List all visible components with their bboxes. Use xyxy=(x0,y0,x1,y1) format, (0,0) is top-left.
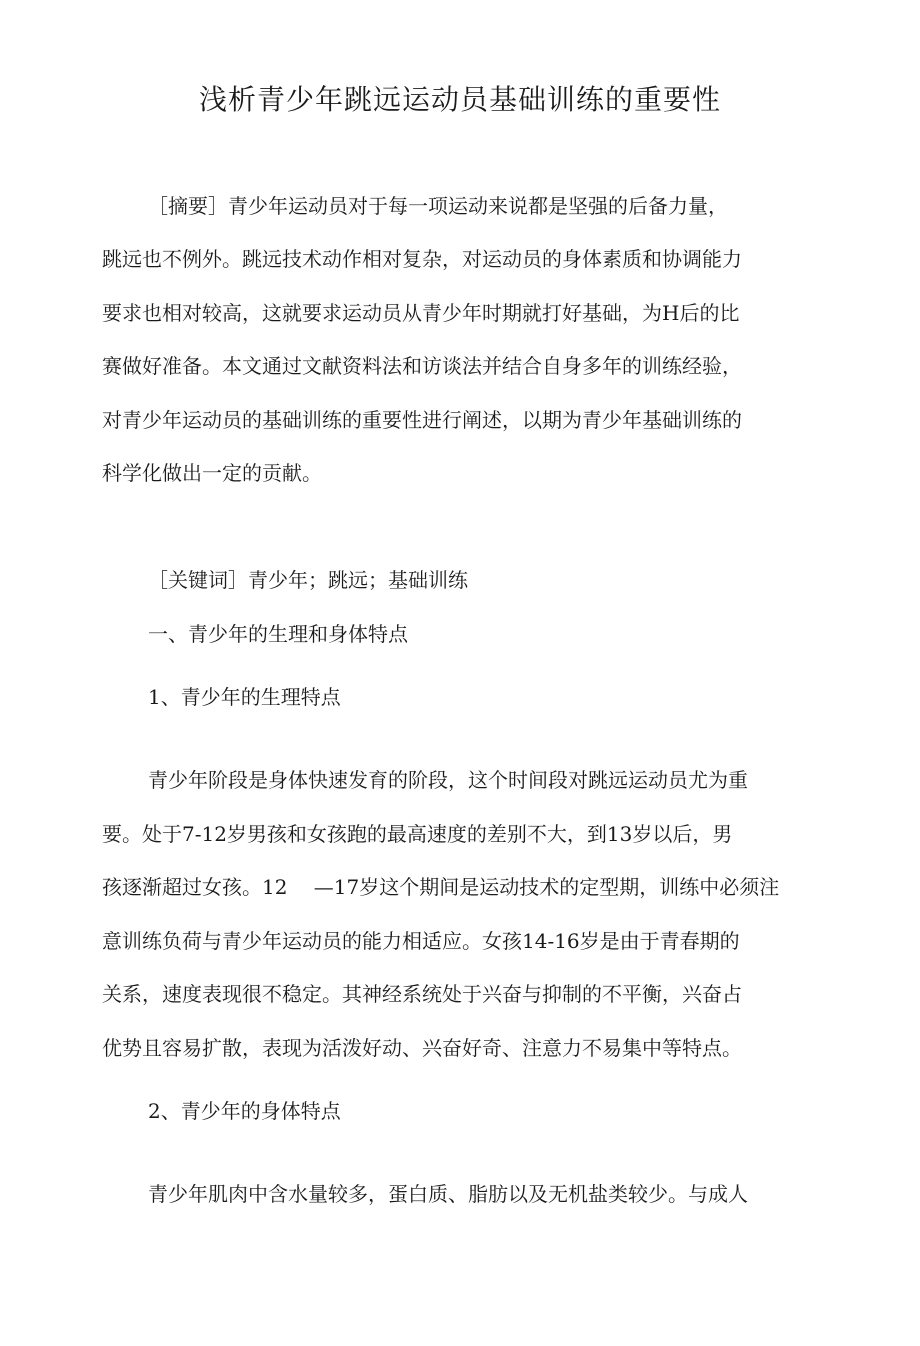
paragraph-line: 意训练负荷与青少年运动员的能力相适应。女孩14-16岁是由于青春期的 xyxy=(102,929,740,953)
paragraph-line: 优势且容易扩散，表现为活泼好动、兴奋好奇、注意力不易集中等特点。 xyxy=(102,1036,742,1060)
section-heading: 一、青少年的生理和身体特点 xyxy=(148,622,408,646)
paragraph-line: 关系，速度表现很不稳定。其神经系统处于兴奋与抑制的不平衡，兴奋占 xyxy=(102,982,742,1006)
abstract-line: 科学化做出一定的贡献。 xyxy=(102,461,322,485)
paragraph-line: 要。处于7-12岁男孩和女孩跑的最高速度的差别不大，到13岁以后，男 xyxy=(102,822,733,846)
document-title: 浅析青少年跳远运动员基础训练的重要性 xyxy=(198,83,721,116)
paragraph-line: 青少年阶段是身体快速发育的阶段，这个时间段对跳远运动员尤为重 xyxy=(148,768,748,792)
keywords-line: ［关键词］青少年；跳远；基础训练 xyxy=(148,568,468,592)
abstract-line: ［摘要］青少年运动员对于每一项运动来说都是坚强的后备力量， xyxy=(148,194,728,218)
subsection-heading: 2、青少年的身体特点 xyxy=(148,1099,341,1123)
abstract-line: 要求也相对较高，这就要求运动员从青少年时期就打好基础，为H后的比 xyxy=(102,301,740,325)
abstract-line: 赛做好准备。本文通过文献资料法和访谈法并结合自身多年的训练经验， xyxy=(102,354,742,378)
paragraph-line: 青少年肌肉中含水量较多，蛋白质、脂肪以及无机盐类较少。与成人 xyxy=(148,1182,748,1206)
abstract-line: 跳远也不例外。跳远技术动作相对复杂，对运动员的身体素质和协调能力 xyxy=(102,247,742,271)
abstract-line: 对青少年运动员的基础训练的重要性进行阐述，以期为青少年基础训练的 xyxy=(102,408,742,432)
paragraph-line: 孩逐渐超过女孩。12 —17岁这个期间是运动技术的定型期，训练中必须注 xyxy=(102,875,780,899)
subsection-heading: 1、青少年的生理特点 xyxy=(148,685,341,709)
